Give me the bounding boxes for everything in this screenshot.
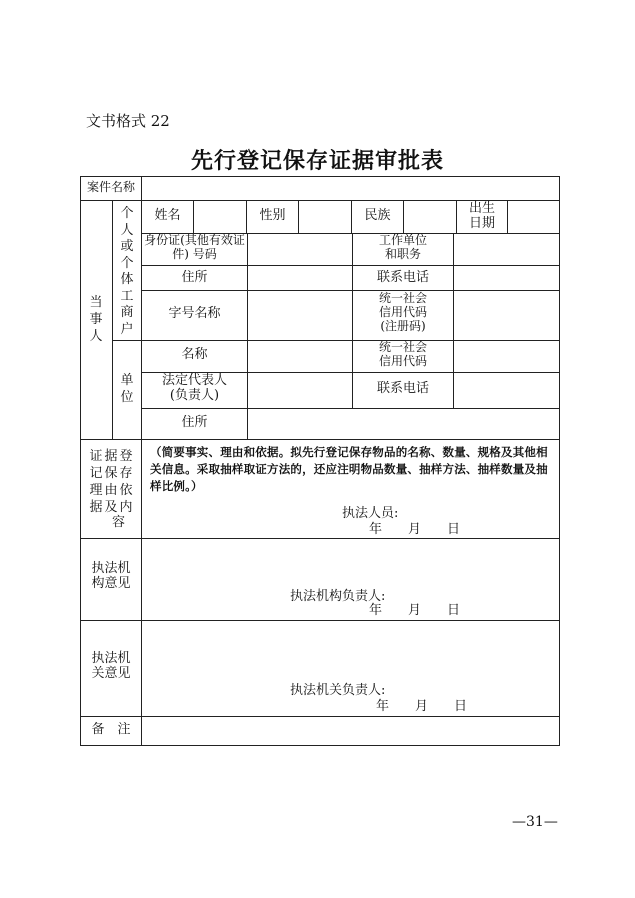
page-title: 先行登记保存证据审批表 bbox=[190, 148, 444, 174]
evidence-label-last: 容 bbox=[111, 515, 125, 530]
evidence-label-col1: 证 记 理 据 bbox=[89, 449, 103, 515]
evidence-label-col3: 登 存 依 内 bbox=[119, 449, 133, 515]
organ-date: 年 月 日 bbox=[376, 699, 468, 714]
organ-opinion-cell[interactable] bbox=[141, 620, 560, 717]
remarks-label: 备 注 bbox=[91, 722, 131, 737]
unit-label: 单 位 bbox=[120, 373, 134, 405]
unit-phone-value-cell[interactable] bbox=[453, 372, 560, 409]
phone-label: 联系电话 bbox=[376, 270, 429, 285]
phone-value-cell[interactable] bbox=[453, 265, 560, 291]
gender-value-cell[interactable] bbox=[298, 200, 352, 234]
party-label: 当 事 人 bbox=[89, 295, 103, 344]
agency-date: 年 月 日 bbox=[369, 603, 461, 618]
address-value-cell[interactable] bbox=[247, 265, 353, 291]
approval-form bbox=[80, 176, 560, 746]
agency-opinion-label: 执法机 构意见 bbox=[91, 561, 131, 591]
organ-head-label: 执法机关负责人: bbox=[290, 683, 386, 698]
legal-rep-value-cell[interactable] bbox=[247, 372, 353, 409]
case-name-label: 案件名称 bbox=[86, 180, 135, 194]
id-value-cell[interactable] bbox=[247, 233, 353, 266]
unit-name-value-cell[interactable] bbox=[247, 340, 353, 373]
agency-opinion-cell[interactable] bbox=[141, 538, 560, 621]
individual-label: 个 人 或 个 体 工 商 户 bbox=[120, 206, 134, 337]
unit-address-value-cell[interactable] bbox=[247, 408, 560, 440]
name-label: 姓名 bbox=[154, 208, 181, 223]
unit-name-label: 名称 bbox=[181, 347, 208, 362]
unit-credit-value-cell[interactable] bbox=[453, 340, 560, 373]
birth-label: 出生 日期 bbox=[468, 201, 495, 231]
credit-code-label: 统一社会 信用代码 (注册码) bbox=[378, 291, 427, 333]
officer-date: 年 月 日 bbox=[369, 522, 461, 537]
unit-address-label: 住所 bbox=[181, 415, 208, 430]
document-format-label: 文书格式 22 bbox=[86, 112, 170, 130]
address-label: 住所 bbox=[181, 270, 208, 285]
gender-label: 性别 bbox=[259, 208, 286, 223]
ethnicity-label: 民族 bbox=[364, 208, 391, 223]
evidence-note: （简要事实、理由和依据。拟先行登记保存物品的名称、数量、规格及其他相关信息。采取抽样取证方法的，还应注明物品数量、抽样方法、抽样数量及抽样比例。） bbox=[150, 445, 548, 493]
ethnicity-value-cell[interactable] bbox=[403, 200, 457, 234]
officer-label: 执法人员: bbox=[342, 506, 399, 521]
credit-code-value-cell[interactable] bbox=[453, 290, 560, 341]
agency-head-label: 执法机构负责人: bbox=[290, 589, 386, 604]
trade-name-value-cell[interactable] bbox=[247, 290, 353, 341]
birth-value-cell[interactable] bbox=[507, 200, 560, 234]
evidence-label-col2: 据 保 由 及 bbox=[104, 449, 118, 515]
name-value-cell[interactable] bbox=[193, 200, 247, 234]
legal-rep-label: 法定代表人 (负责人) bbox=[161, 373, 227, 403]
remarks-value-cell[interactable] bbox=[141, 716, 560, 746]
id-label: 身份证(其他有效证 件) 号码 bbox=[144, 233, 245, 261]
organ-opinion-label: 执法机 关意见 bbox=[91, 651, 131, 681]
unit-credit-label: 统一社会 信用代码 bbox=[378, 340, 427, 368]
case-name-value-cell[interactable] bbox=[141, 176, 560, 201]
page-number: —31— bbox=[512, 814, 558, 830]
work-label: 工作单位 和职务 bbox=[378, 233, 427, 261]
work-value-cell[interactable] bbox=[453, 233, 560, 266]
unit-phone-label: 联系电话 bbox=[376, 381, 429, 396]
trade-name-label: 字号名称 bbox=[168, 306, 221, 321]
